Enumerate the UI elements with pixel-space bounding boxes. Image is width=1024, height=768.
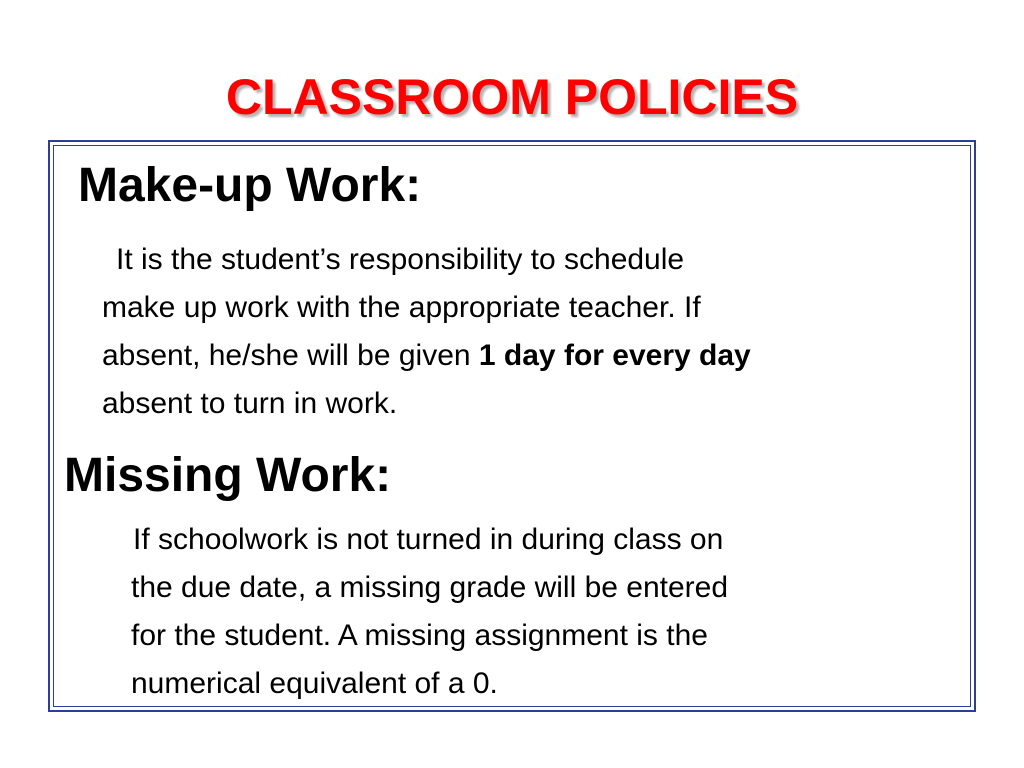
missing-work-paragraph [131, 516, 728, 708]
slide-title: CLASSROOM POLICIES [225, 69, 799, 125]
makeup-work-heading: Make-up Work: [78, 159, 422, 212]
makeup-work-line-2: make up work with the appropriate teacher. If [102, 291, 701, 324]
missing-work-line-3: for the student. A missing assignment is the [131, 619, 708, 652]
missing-work-heading: Missing Work: [64, 449, 392, 502]
missing-work-line-2: the due date, a missing grade will be entered [131, 571, 729, 604]
makeup-work-paragraph [102, 236, 751, 428]
missing-work-line-1: If schoolwork is not turned in during class on [133, 523, 724, 556]
makeup-work-emphasis: 1 day for every day [478, 339, 751, 372]
missing-work-line-4: numerical equivalent of a 0. [131, 667, 498, 700]
makeup-work-line-1: It is the student’s responsibility to schedule [116, 243, 685, 276]
makeup-work-line-3 [102, 332, 751, 380]
makeup-work-line-3-text: absent, he/she will be given [102, 339, 479, 372]
makeup-work-line-4: absent to turn in work. [102, 387, 398, 420]
